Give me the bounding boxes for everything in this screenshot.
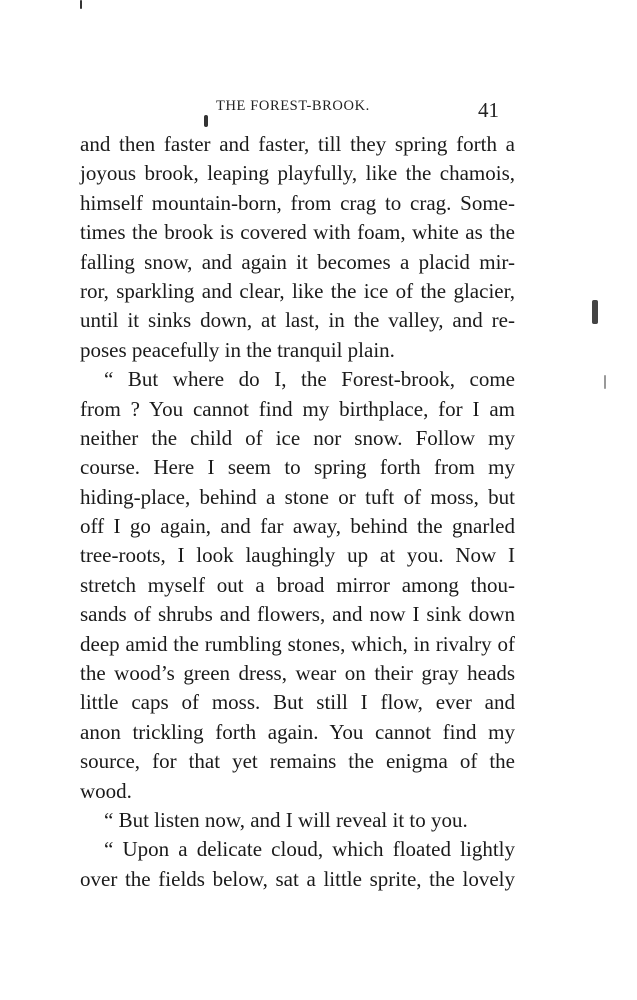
text-line: and then faster and faster, till they spring forth a	[80, 132, 515, 156]
text-line: until it sinks down, at last, in the valley, and re-	[80, 308, 515, 333]
margin-mark	[592, 300, 598, 324]
text-line: source, for that yet remains the enigma of the	[80, 749, 515, 774]
text-line: “ But where do I, the Forest-brook, come	[104, 367, 515, 392]
text-line: poses peacefully in the tranquil plain.	[80, 337, 395, 362]
text-line: ror, sparkling and clear, like the ice of the glacier,	[80, 278, 515, 303]
running-head: THE FOREST-BROOK.	[216, 98, 370, 114]
text-line: deep amid the rumbling stones, which, in rivalry of	[80, 631, 515, 656]
text-line: wood.	[80, 778, 132, 803]
text-line: over the fields below, sat a little sprite, the lovely	[80, 866, 515, 891]
text-line: hiding-place, behind a stone or tuft of moss, but	[80, 484, 515, 509]
text-line: off I go again, and far away, behind the gnarled	[80, 514, 515, 539]
text-line: sands of shrubs and flowers, and now I sink down	[80, 602, 515, 627]
body-text	[80, 130, 515, 894]
text-line: anon trickling forth again. You cannot find my	[80, 719, 515, 744]
text-line: from ? You cannot find my birthplace, for I am	[80, 396, 515, 421]
text-line: the wood’s green dress, wear on their gray heads	[80, 661, 515, 686]
text-line: course. Here I seem to spring forth from my	[80, 455, 515, 480]
text-line: falling snow, and again it becomes a placid mir-	[80, 249, 515, 274]
page-number: 41	[478, 98, 499, 122]
text-line: times the brook is covered with foam, white as the	[80, 220, 515, 245]
text-line: “ Upon a delicate cloud, which floated lightly	[104, 837, 515, 862]
text-line: tree-roots, I look laughingly up at you. Now I	[80, 543, 515, 568]
text-line: stretch myself out a broad mirror among thou-	[80, 572, 515, 597]
margin-mark	[604, 375, 606, 389]
ink-speck	[80, 0, 82, 9]
text-line: little caps of moss. But still I flow, ever and	[80, 690, 515, 715]
text-line: “ But listen now, and I will reveal it to you.	[104, 807, 468, 832]
text-line: himself mountain-born, from crag to crag. Some-	[80, 190, 515, 215]
text-line: neither the child of ice nor snow. Follow my	[80, 425, 515, 450]
text-line: joyous brook, leaping playfully, like the chamois,	[80, 161, 515, 186]
ink-speck	[204, 115, 208, 127]
